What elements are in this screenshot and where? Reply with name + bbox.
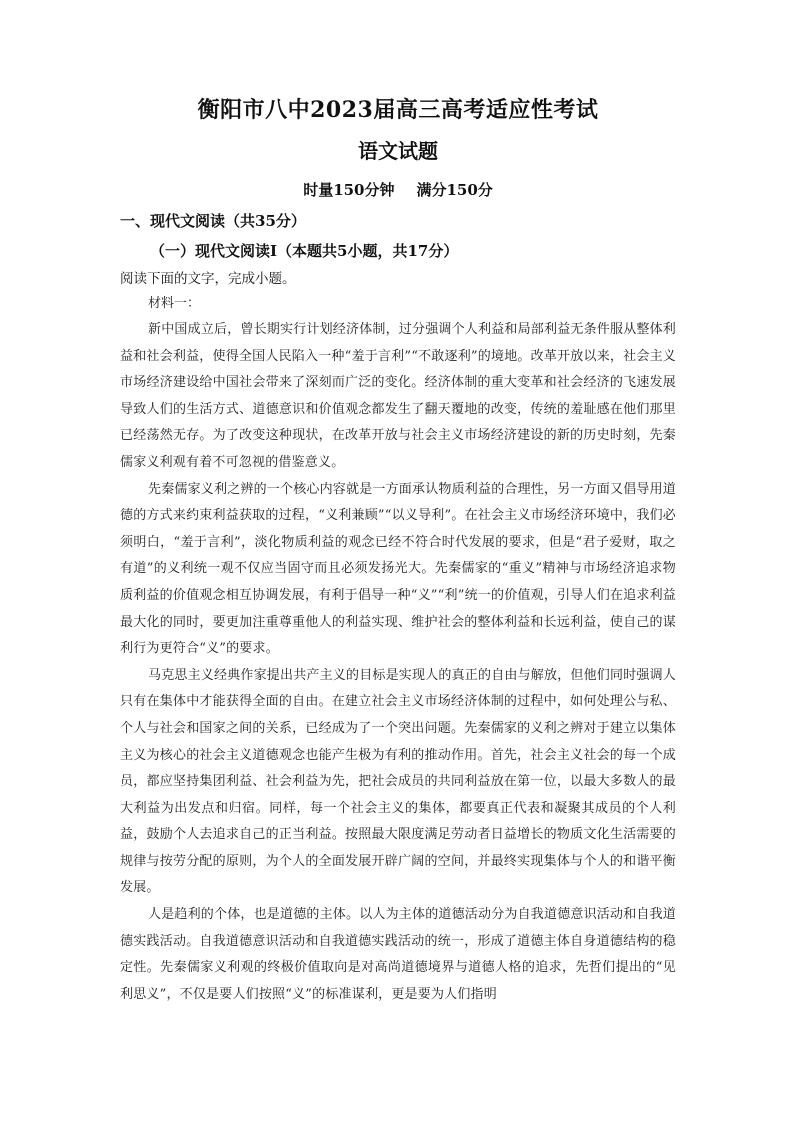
score-info: 满分150分 [416,181,493,199]
material-label: 材料一： [148,296,201,311]
exam-time-score [120,179,676,201]
time-info: 时量150分钟 [303,181,395,199]
paragraph-2: 先秦儒家义利之辨的一个核心内容就是一方面承认物质利益的合理性，另一方面又倡导用道德的方式来约束利益获取的过程，“义利兼顾”“以义导利”。在社会主义市场经济环境中，我们必须明白，“羞于言利”，淡化物质利益的观念已经不符合时代发展的要求，但是“君子爱财，取之有道”的义利统一观不仅应当固守而且必须发扬光大。先秦儒家的“重义”精神与市场经济追求物质利益的价值观念相互协调发展，有利于倡导一种“义”“利”统一的价值观，引导人们在追求利益最大化的同时，要更加注重尊重他人的利益实现、维护社会的整体利益和长远利益，使自己的谋利行为更符合“义”的要求。 [120,481,677,657]
section-heading: 一、现代文阅读（共35分） [120,212,306,230]
exam-title: 衡阳市八中2023届高三高考适应性考试 [197,97,599,123]
paragraph-4: 人是趋利的个体，也是道德的主体。以人为主体的道德活动分为自我道德意识活动和自我道德实践活动。自我道德意识活动和自我道德实践活动的统一，形成了道德主体自身道德结构的稳定性。先秦儒家义利观的终极价值取向是对高尚道德境界与道德人格的追求，先哲们提出的“见利思义”，不仅是要人们按照“义”的标准谋利，更是要为人们指明 [120,907,677,1002]
paragraph-1: 新中国成立后，曾长期实行计划经济体制，过分强调个人利益和局部利益无条件服从整体利益和社会利益，使得全国人民陷入一种“羞于言利”“不敢逐利”的境地。改革开放以来，社会主义市场经济建设给中国社会带来了深刻而广泛的变化。经济体制的重大变革和社会经济的飞速发展导致人们的生活方式、道德意识和价值观念都发生了翻天覆地的改变，传统的羞耻感在他们那里已经荡然无存。为了改变这种现状，在改革开放与社会主义市场经济建设的新的历史时刻，先秦儒家义利观有着不可忽视的借鉴意义。 [120,322,677,470]
paragraph-3: 马克思主义经典作家提出共产主义的目标是实现人的真正的自由与解放，但他们同时强调人只有在集体中才能获得全面的自由。在建立社会主义市场经济体制的过程中，如何处理公与私、个人与社会和国家之间的关系，已经成为了一个突出问题。先秦儒家的义利之辨对于建立以集体主义为核心的社会主义道德观念也能产生极为有利的推动作用。首先，社会主义社会的每一个成员，都应坚持集团利益、社会利益为先，把社会成员的共同利益放在第一位，以最大多数人的最大利益为出发点和归宿。同样，每一个社会主义的集体，都要真正代表和凝聚其成员的个人利益，鼓励个人去追求自己的正当利益。按照最大限度满足劳动者日益增长的物质文化生活需要的规律与按劳分配的原则，为个人的全面发展开辟广阔的空间，并最终实现集体与个人的和谐平衡发展。 [120,667,677,896]
subject-title: 语文试题 [358,139,438,163]
subsection-heading: （一）现代文阅读Ⅰ（本题共5小题，共17分） [150,242,459,260]
reading-instruction: 阅读下面的文字，完成小题。 [120,271,296,287]
